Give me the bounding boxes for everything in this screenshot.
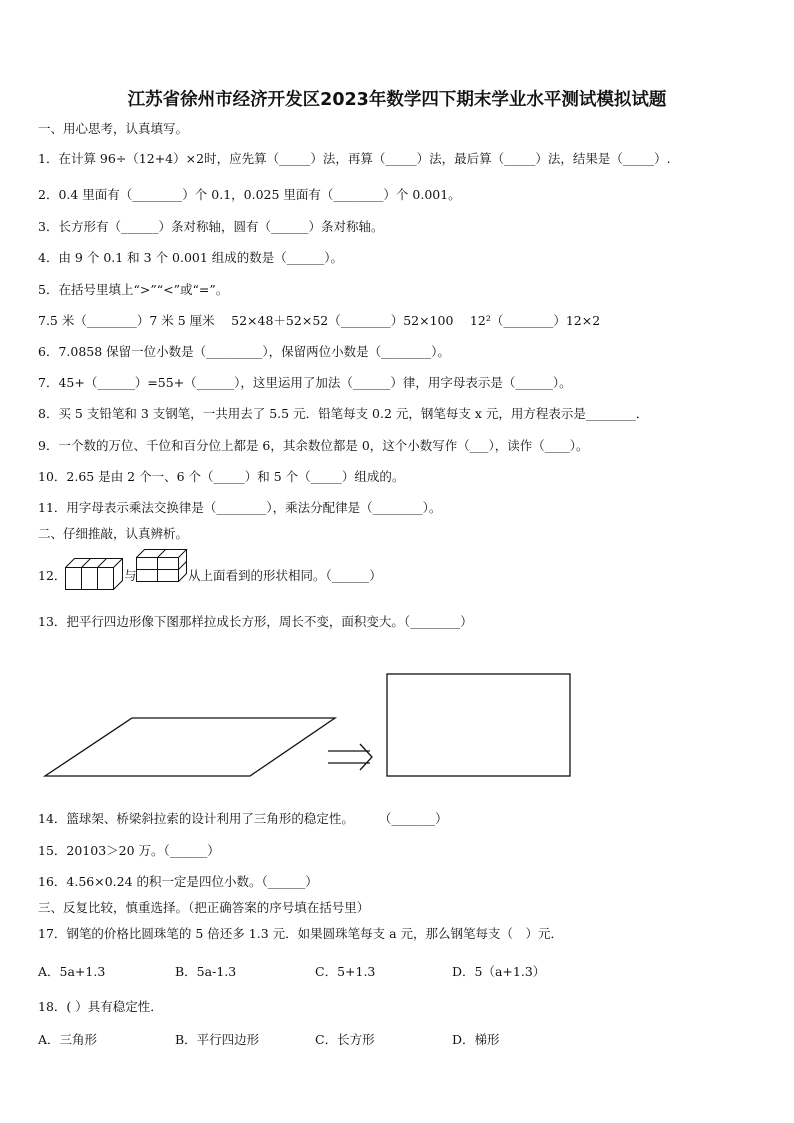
parallelogram-to-rectangle-diagram bbox=[40, 668, 580, 783]
question-11: 11．用字母表示乘法交换律是（________），乘法分配律是（________）。 bbox=[38, 500, 442, 515]
option-d[interactable]: D．梯形 bbox=[452, 1032, 500, 1047]
option-c[interactable]: C．5+1.3 bbox=[315, 964, 376, 979]
question-8: 8．买 5 支铅笔和 3 支钢笔，一共用去了 5.5 元．铅笔每支 0.2 元，钢笔每支 x 元，用方程表示是________． bbox=[38, 406, 649, 421]
question-4: 4．由 9 个 0.1 和 3 个 0.001 组成的数是（______）。 bbox=[38, 250, 344, 265]
question-13: 13．把平行四边形像下图那样拉成长方形，周长不变，面积变大。（________） bbox=[38, 614, 473, 629]
question-18: 18．( ）具有稳定性． bbox=[38, 999, 163, 1014]
option-b[interactable]: B．平行四边形 bbox=[175, 1032, 260, 1047]
section-3-heading: 三、反复比较，慎重选择。（把正确答案的序号填在括号里） bbox=[38, 900, 370, 915]
cube-block-stack-icon bbox=[136, 549, 188, 583]
question-9: 9．一个数的万位、千位和百分位上都是 6，其余数位都是 0，这个小数写作（___），读作（____）。 bbox=[38, 438, 589, 453]
question-15: 15．20103＞20 万。（______） bbox=[38, 843, 220, 858]
section-2-heading: 二、仔细推敲，认真辨析。 bbox=[38, 526, 189, 541]
question-2: 2．0.4 里面有（________）个 0.1，0.025 里面有（________）个 0.001。 bbox=[38, 187, 461, 202]
question-7: 7．45+（______）=55+（______），这里运用了加法（______）律，用字母表示是（______）。 bbox=[38, 375, 572, 390]
parallelogram-shape bbox=[45, 718, 335, 776]
arrow-right-icon bbox=[328, 744, 372, 770]
option-c[interactable]: C．长方形 bbox=[315, 1032, 375, 1047]
question-5: 5．在括号里填上“>”“<”或“=”。 bbox=[38, 282, 229, 297]
option-b[interactable]: B．5a-1.3 bbox=[175, 964, 237, 979]
question-17: 17．钢笔的价格比圆珠笔的 5 倍还多 1.3 元．如果圆珠笔每支 a 元，那么钢笔每支（ ）元． bbox=[38, 926, 564, 941]
question-14: 14．篮球架、桥梁斜拉索的设计利用了三角形的稳定性。 （_______） bbox=[38, 811, 448, 826]
cube-block-flat-icon bbox=[65, 557, 123, 591]
question-10: 10．2.65 是由 2 个一、6 个（_____）和 5 个（_____）组成的。 bbox=[38, 469, 405, 484]
question-3: 3．长方形有（______）条对称轴，圆有（______）条对称轴。 bbox=[38, 219, 384, 234]
option-a[interactable]: A．5a+1.3 bbox=[38, 964, 106, 979]
rectangle-shape bbox=[387, 674, 570, 776]
option-d[interactable]: D．5（a+1.3） bbox=[452, 964, 546, 979]
option-a[interactable]: A．三角形 bbox=[38, 1032, 98, 1047]
question-12-connector: 与 bbox=[124, 568, 137, 583]
section-1-heading: 一、用心思考，认真填写。 bbox=[38, 121, 189, 136]
question-5-comparisons: 7.5 米（________）7 米 5 厘米 52×48＋52×52（________）52×100 12²（________）12×2 bbox=[38, 313, 601, 328]
question-12-number: 12． bbox=[38, 568, 67, 583]
page-title: 江苏省徐州市经济开发区2023年数学四下期末学业水平测试模拟试题 bbox=[127, 90, 667, 110]
question-12-text: 从上面看到的形状相同。（______） bbox=[188, 568, 382, 583]
question-6: 6．7.0858 保留一位小数是（_________），保留两位小数是（________）。 bbox=[38, 344, 450, 359]
question-16: 16．4.56×0.24 的积一定是四位小数。（______） bbox=[38, 874, 318, 889]
question-1: 1．在计算 96÷（12+4）×2时，应先算（_____）法，再算（_____）法，最后算（_____）法，结果是（_____）. bbox=[38, 151, 671, 166]
